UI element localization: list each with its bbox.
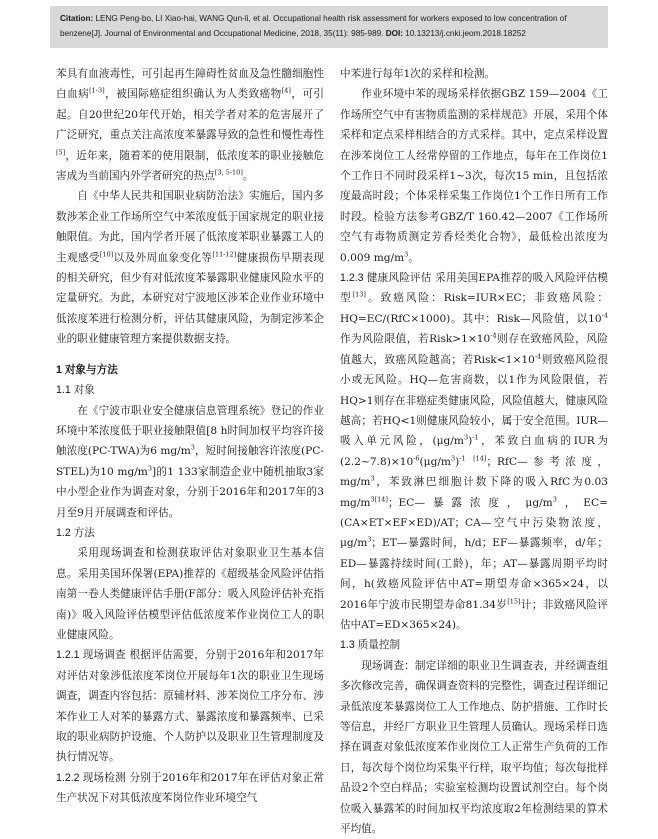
citation-ref[interactable]: [10] xyxy=(99,250,114,259)
citation-ref[interactable]: [15] xyxy=(507,597,521,606)
subsection-heading-field-detection: 1.2.2 现场检测 xyxy=(56,771,126,784)
citation-label: Citation: xyxy=(60,14,94,23)
citation-ref[interactable]: [13] xyxy=(352,290,366,299)
citation-ref[interactable]: [1-3] xyxy=(89,86,105,95)
subsection-heading-field-survey: 1.2.1 现场调查 xyxy=(56,649,126,662)
citation-ref[interactable]: [4] xyxy=(281,86,291,95)
citation-ref[interactable]: [11-12] xyxy=(212,250,237,259)
subsection-heading-subjects: 1.1 对象 xyxy=(56,384,95,397)
citation-ref[interactable]: [5] xyxy=(56,148,66,157)
doi-label: DOI: xyxy=(383,29,404,38)
method-paragraph: 采用现场调查和检测获取评估对象职业卫生基本信息。采用美国环保署(EPA)推荐的《超级基金风险评估指南第一卷人类健康评估手册(F部分：吸入风险评估补充指南)》吸入风险评估模型评估低浓度苯作业岗位工人的职业健康风险。 xyxy=(56,547,324,641)
risk-assessment-paragraph: 1.2.3 健康风险评估 采用美国EPA推荐的吸入风险评估模型[13]。致癌风险：Risk=IUR×EC；非致癌风险：HQ=EC/(RfC×1000)。其中：Risk—风险值，以$10^{-4}$作为风险限值，若$Risk>1\times 10^{-4}$则存在致癌风险，风险值越大，致癌风险越高；若$Risk<1\times 10^{-4}$则致癌风险很小或无风险。HQ—危害商数，以1作为风险限值，若HQ>1则存在非癌症类健康风险，风险值越大，健康风险越高；若HQ<1则健康风险较小，属于安全范围。IUR—吸入单元风险，$(\mu g/m^3)^{-1}$，苯致白血病的IUR为$(2.2\sim 7.8)\times 10^{-6}(\mu g/m^3)^{-1 [14]}$；RfC—参考浓度，$mg/m^3$，苯致淋巴细胞计数下降的吸入RfC为0.03 $mg/m^{3[14]}$；EC—暴露浓度，$\mu g/m^3$，EC=(CA×ET×EF×ED)/AT；CA—空气中污染物浓度，$\mu g/m^3$；ET—暴露时间，h/d；EF—暴露频率，d/年；ED—暴露持续时间(工龄)，年；AT—暴露周期平均时间，h(致癌风险评估中AT=期望寿命×365×24，以2016年宁波市民期望寿命81.34岁[15]计；非致癌风险评估中AT=ED×365×24)。 xyxy=(340,272,609,631)
citation-text: LENG Peng-bo, LI Xiao-hai, WANG Qun-li, et al. Occupational health risk assessment for workers exposed to low concentration of benzene[J]. Journal of Environmental and Occupational Medicine, 2018, 35(11): 985-989. xyxy=(60,14,567,38)
quality-control-paragraph: 现场调查：制定详细的职业卫生调查表，并经调查组多次修改完善，确保调查资料的完整性，调查过程详细记录低浓度苯暴露岗位工人工作地点、防护措施、工作时长等信息，并经厂方职业卫生管理人员确认。现场采样日选择在调查对象低浓度苯作业岗位工人正常生产负荷的工作日，每次每个岗位均采集平行样，取平均值；每次每批样品设2个空白样品；实验室检测均设置试剂空白。每个岗位吸入暴露苯的时间加权平均浓度取2年检测结果的算术平均值。 xyxy=(340,659,608,836)
field-detection-paragraph: 1.2.2 现场检测 分别于2016年和2017年在评估对象正常生产状况下对其低浓度苯岗位作业环境空气 xyxy=(56,771,324,805)
left-column xyxy=(56,64,324,809)
intro-paragraph-1: 苯具有血液毒性，可引起再生障碍性贫血及急性髓细胞性白血病[1-3]，被国际癌症组织确认为人类致癌物[4]，可引起。自20世纪20年代开始，相关学者对苯的危害展开了广泛研究，重点关注高浓度苯暴露导致的急性和慢性毒性[5]，近年来，随着苯的使用限制，低浓度苯的职业接触危害成为当前国内外学者研究的热点[3, 5-10]。 xyxy=(56,68,325,183)
sampling-paragraph: 作业环境中苯的现场采样依据GBZ 159—2004《工作场所空气中有害物质监测的采样规范》开展，采用个体采样和定点采样相结合的方式采样。其中，定点采样设置在涉苯岗位工人经常停留的工作地点，每年在工作岗位1个工作日不同时段采样1~3次，每次15 min，且包括浓度最高时段；个体采样采集工作岗位1个工作日所有工作时段。检验方法参考GBZ/T 160.42—2007《工作场所空气有毒物质测定芳香烃类化合物》，最低检出浓度为0.009 $mg/m^3$。 xyxy=(340,88,608,264)
subsection-heading-method: 1.2 方法 xyxy=(56,526,95,539)
subjects-paragraph: 在《宁波市职业安全健康信息管理系统》登记的作业环境中苯浓度低于职业接触限值[8 h时间加权平均容许接触浓度(PC-TWA)为6 $mg/m^3$，短时间接触容许浓度(PC-STEL)为10 $mg/m^3$]的1 133家制造企业中随机抽取3家中小型企业作为调查对象，分别于2016年和2017年的3月至9月开展调查和评估。 xyxy=(56,404,325,519)
right-column xyxy=(340,64,608,839)
field-survey-paragraph: 1.2.1 现场调查 根据评估需要，分别于2016年和2017年对评估对象涉低浓度苯岗位开展每年1次的职业卫生现场调查，调查内容包括：原辅材料、涉苯岗位工序分布、涉苯作业工人对苯的暴露方式、暴露浓度和暴露频率、已采取的职业病防护设施、个人防护以及职业卫生管理制度及执行情况等。 xyxy=(56,649,324,764)
doi-link[interactable]: 10.13213/j.cnki.jeom.2018.18252 xyxy=(403,29,526,38)
citation-box xyxy=(50,6,608,48)
detection-continued-paragraph: 中苯进行每年1次的采样和检测。 xyxy=(340,68,496,80)
intro-paragraph-2: 自《中华人民共和国职业病防治法》实施后，国内多数涉苯企业工作场所空气中苯浓度低于国家规定的职业接触限值。为此，国内学者开展了低浓度苯职业暴露工人的主观感受[10]以及外周血象变化等[11-12]健康损伤早期表现的相关研究，但少有对低浓度苯暴露职业健康风险水平的定量研究。为此，本研究对宁波地区涉苯企业作业环境中低浓度苯进行检测分析，评估其健康风险，为制定涉苯企业的职业健康管理方案提供数据支持。 xyxy=(56,190,325,346)
subsection-heading-quality-control: 1.3 质量控制 xyxy=(340,639,401,652)
section-heading-methods: 1 对象与方法 xyxy=(56,363,118,376)
citation-ref[interactable]: [3, 5-10] xyxy=(214,168,243,177)
subsection-heading-risk-assessment: 1.2.3 健康风险评估 xyxy=(340,272,432,285)
